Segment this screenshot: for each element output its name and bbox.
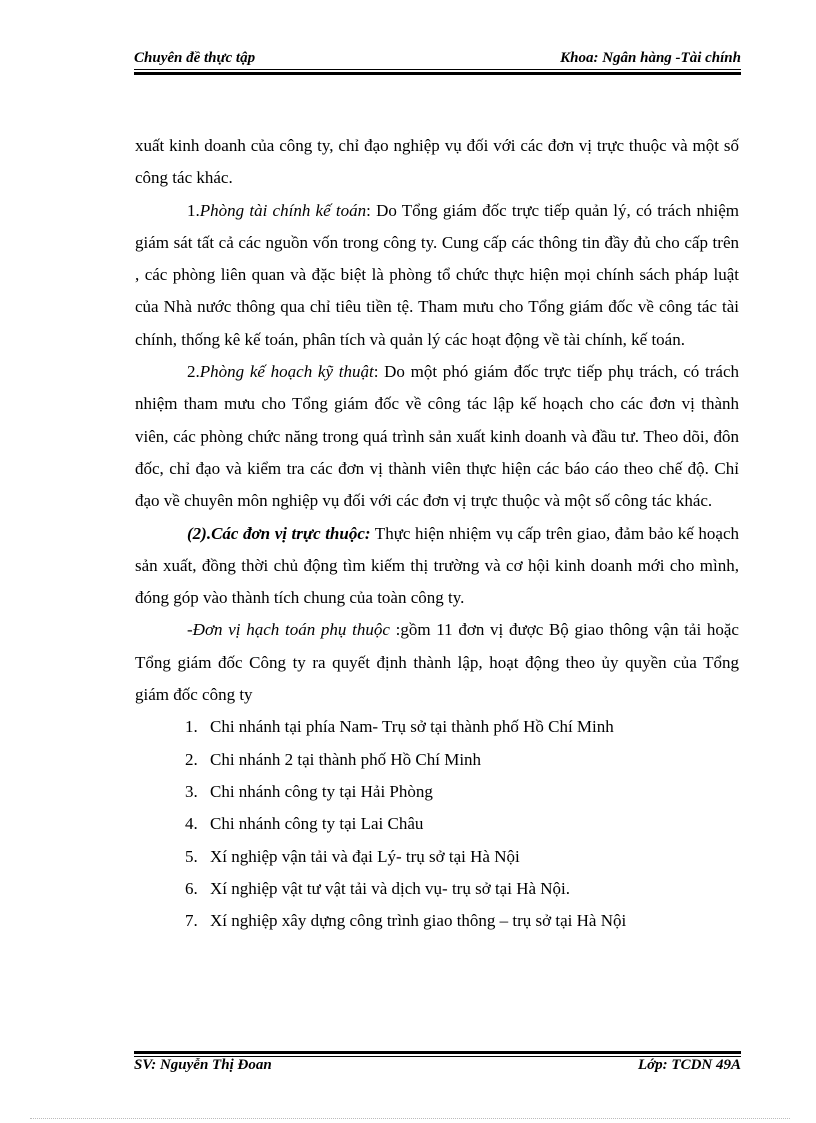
list-item-number: 4. <box>185 814 198 834</box>
finance-dept-title: Phòng tài chính kế toán <box>199 200 367 220</box>
unit-list <box>135 711 739 937</box>
list-item-text: Xí nghiệp vật tư vật tải và dịch vụ- trụ sở tại Hà Nội. <box>210 878 571 898</box>
page-footer <box>134 1057 741 1079</box>
list-item-number: 5. <box>185 846 198 866</box>
list-item <box>135 841 739 873</box>
page-body <box>135 130 739 937</box>
list-item-number: 2. <box>185 749 198 769</box>
subsidiaries-title: (2).Các đơn vị trực thuộc: <box>187 523 371 543</box>
list-item <box>135 905 739 937</box>
list-item-number: 1. <box>185 717 198 737</box>
list-item-text: Chi nhánh 2 tại thành phố Hồ Chí Minh <box>210 749 482 769</box>
list-item-text: Chi nhánh công ty tại Hải Phòng <box>210 781 433 801</box>
footer-student: SV: Nguyễn Thị Đoan <box>134 1057 272 1073</box>
list-item-number: 7. <box>185 911 198 931</box>
planning-dept-number: 2. <box>187 362 200 382</box>
list-item-number: 3. <box>185 781 198 801</box>
footer-class: Lớp: TCDN 49A <box>637 1057 741 1073</box>
header-topic: Chuyên đề thực tập <box>134 50 256 66</box>
header-rule-thick <box>134 72 741 75</box>
paragraph-subsidiaries <box>135 518 739 615</box>
paragraph-dependent-units <box>135 614 739 711</box>
list-item <box>135 873 739 905</box>
list-item <box>135 808 739 840</box>
page-bottom-border <box>30 1118 790 1119</box>
list-item <box>135 744 739 776</box>
list-item-text: Xí nghiệp xây dựng công trình giao thông – trụ sở tại Hà Nội <box>210 911 627 931</box>
list-item-number: 6. <box>185 878 198 898</box>
dependent-units-title: -Đơn vị hạch toán phụ thuộc <box>187 620 390 640</box>
header-faculty: Khoa: Ngân hàng -Tài chính <box>560 50 741 66</box>
header-rule-thin <box>134 69 741 70</box>
subsidiaries-text: Thực hiện nhiệm vụ cấp trên giao, đảm bảo kế hoạch sản xuất, đồng thời chủ động tìm kiếm thị trường và cơ hội kinh doanh mới cho mình, đóng góp vào thành tích chung của toàn công ty. <box>135 523 739 608</box>
list-item <box>135 776 739 808</box>
paragraph-continuation: xuất kinh doanh của công ty, chỉ đạo nghiệp vụ đối với các đơn vị trực thuộc và một số công tác khác. <box>135 136 739 188</box>
finance-dept-number: 1. <box>187 200 200 220</box>
list-item-text: Chi nhánh công ty tại Lai Châu <box>210 814 424 834</box>
list-item-text: Chi nhánh tại phía Nam- Trụ sở tại thành phố Hồ Chí Minh <box>210 717 614 737</box>
planning-dept-title: Phòng kế hoạch kỹ thuật <box>199 362 374 382</box>
finance-dept-text: : Do Tổng giám đốc trực tiếp quản lý, có trách nhiệm giám sát tất cả các nguồn vốn trong công ty. Cung cấp các thông tin đầy đủ cho cấp trên , các phòng liên quan và đặc biệt là phòng tổ chức thực hiện mọi chính sách pháp luật của Nhà nước thông qua chỉ tiêu tiền tệ. Tham mưu cho Tổng giám đốc về công tác tài chính, thống kê kế toán, phân tích và quản lý các hoạt động về tài chính, kế toán. <box>135 200 739 349</box>
list-item <box>135 711 739 743</box>
footer-rule-thick <box>134 1051 741 1054</box>
planning-dept-text: : Do một phó giám đốc trực tiếp phụ trách, có trách nhiệm tham mưu cho Tổng giám đốc về công tác lập kế hoạch cho các đơn vị thành viên, các phòng chức năng trong quá trình sản xuất kinh doanh và đầu tư. Theo dõi, đôn đốc, chỉ đạo và kiểm tra các đơn vị thành viên thực hiện các báo cáo theo chế độ. Chỉ đạo về chuyên môn nghiệp vụ đối với các đơn vị trực thuộc và một số công tác khác. <box>135 362 739 511</box>
paragraph-planning-dept <box>135 356 739 517</box>
list-item-text: Xí nghiệp vận tải và đại Lý- trụ sở tại Hà Nội <box>210 846 520 866</box>
paragraph-finance-dept <box>135 195 739 356</box>
dependent-units-text: :gồm 11 đơn vị được Bộ giao thông vận tải hoặc Tổng giám đốc Công ty ra quyết định thành lập, hoạt động theo ủy quyền của Tổng giám đốc công ty <box>135 620 739 705</box>
